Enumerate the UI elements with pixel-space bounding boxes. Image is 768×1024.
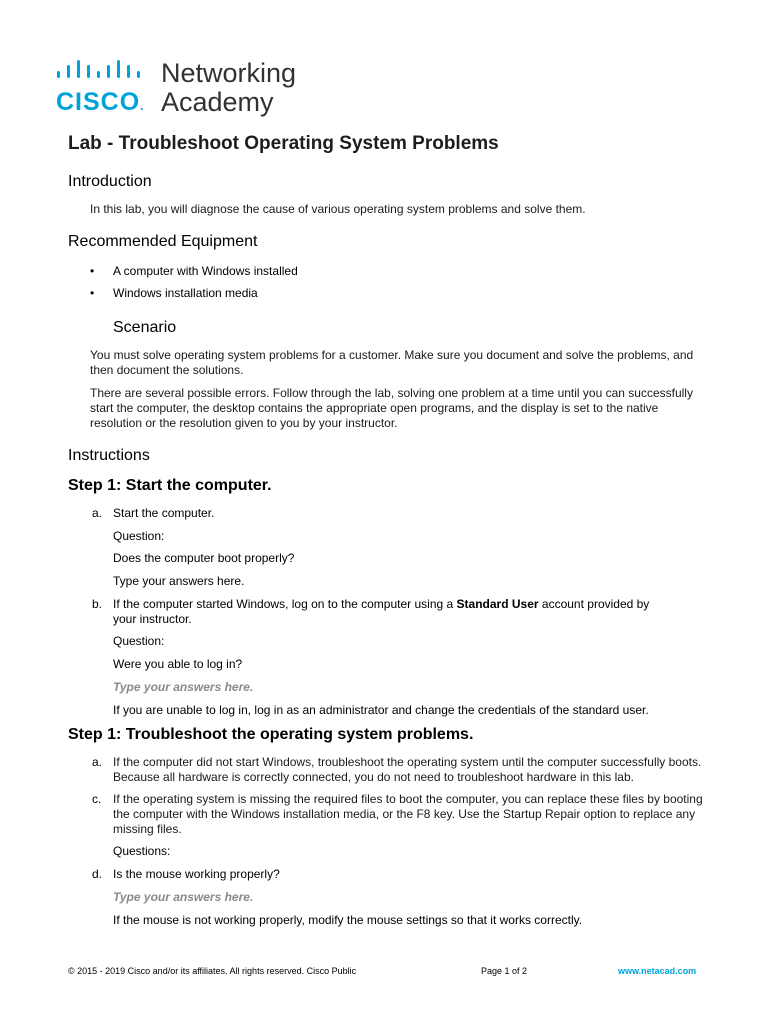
step2-a-label: a.	[92, 755, 103, 769]
step1-a-label: a.	[92, 506, 103, 520]
questions-label: Questions:	[113, 844, 171, 858]
question-label: Question:	[113, 634, 165, 648]
step2-c-label: c.	[92, 792, 102, 806]
step2-d-text: Is the mouse working properly?	[113, 867, 280, 881]
bullet-icon: •	[90, 264, 95, 278]
cisco-networking-academy-logo	[56, 60, 316, 120]
step1-heading: Step 1: Start the computer.	[68, 477, 272, 494]
answer-field[interactable]: Type your answers here.	[113, 680, 254, 694]
step1-a-text: Start the computer.	[113, 506, 215, 520]
equipment-heading: Recommended Equipment	[68, 233, 258, 250]
instructions-heading: Instructions	[68, 447, 150, 464]
question-text: Were you able to log in?	[113, 657, 243, 671]
footer-website-link[interactable]: www.netacad.com	[618, 966, 697, 976]
question-label: Question:	[113, 529, 165, 543]
scenario-paragraph-2: There are several possible errors. Follow through the lab, solving one problem at a time until you can successfully start the computer, the desktop contains the appropriate open programs, and the display is set to the native resolution or the resolution given to you by your instructor.	[90, 386, 693, 430]
cisco-bars-icon	[56, 60, 151, 84]
footer-copyright: © 2015 - 2019 Cisco and/or its affiliates. All rights reserved. Cisco Public	[68, 966, 357, 976]
step1-b-text-continued: your instructor.	[113, 612, 192, 626]
footer-page-number: Page 1 of 2	[481, 966, 528, 976]
logo-networking: Networking	[161, 58, 297, 88]
equipment-item: A computer with Windows installed	[113, 264, 298, 278]
question-text: Does the computer boot properly?	[113, 551, 295, 565]
step1-b-text: If the computer started Windows, log on to the computer using a Standard User account provided by	[113, 597, 650, 611]
step1-b-note: If you are unable to log in, log in as an administrator and change the credentials of the standard user.	[113, 703, 649, 717]
equipment-item: Windows installation media	[113, 286, 258, 300]
step2-d-note: If the mouse is not working properly, modify the mouse settings so that it works correctly.	[113, 913, 583, 927]
bullet-icon: •	[90, 286, 95, 300]
step1-b-label: b.	[92, 597, 103, 611]
step2-heading: Step 1: Troubleshoot the operating system problems.	[68, 726, 474, 743]
cisco-wordmark: CISCO.	[56, 88, 145, 116]
introduction-text: In this lab, you will diagnose the cause of various operating system problems and solve them.	[90, 202, 586, 216]
page-title: Lab - Troubleshoot Operating System Problems	[68, 133, 499, 154]
step2-d-label: d.	[92, 867, 103, 881]
introduction-heading: Introduction	[68, 173, 152, 190]
logo-academy: Academy	[161, 87, 274, 117]
answer-field[interactable]: Type your answers here.	[113, 890, 254, 904]
scenario-paragraph-1: You must solve operating system problems for a customer. Make sure you document and solve the problems, and then document the solutions.	[90, 348, 694, 377]
step2-c-text: If the operating system is missing the required files to boot the computer, you can replace these files by booting the computer with the Windows installation media, or the F8 key. Use the Startup Repair option to replace any missing files.	[113, 792, 703, 836]
step2-a-text: If the computer did not start Windows, troubleshoot the operating system until the computer successfully boots. Because all hardware is correctly connected, you do not need to troubleshoot hardware in this lab.	[113, 755, 702, 784]
scenario-heading: Scenario	[113, 319, 177, 336]
answer-field[interactable]: Type your answers here.	[113, 574, 245, 588]
